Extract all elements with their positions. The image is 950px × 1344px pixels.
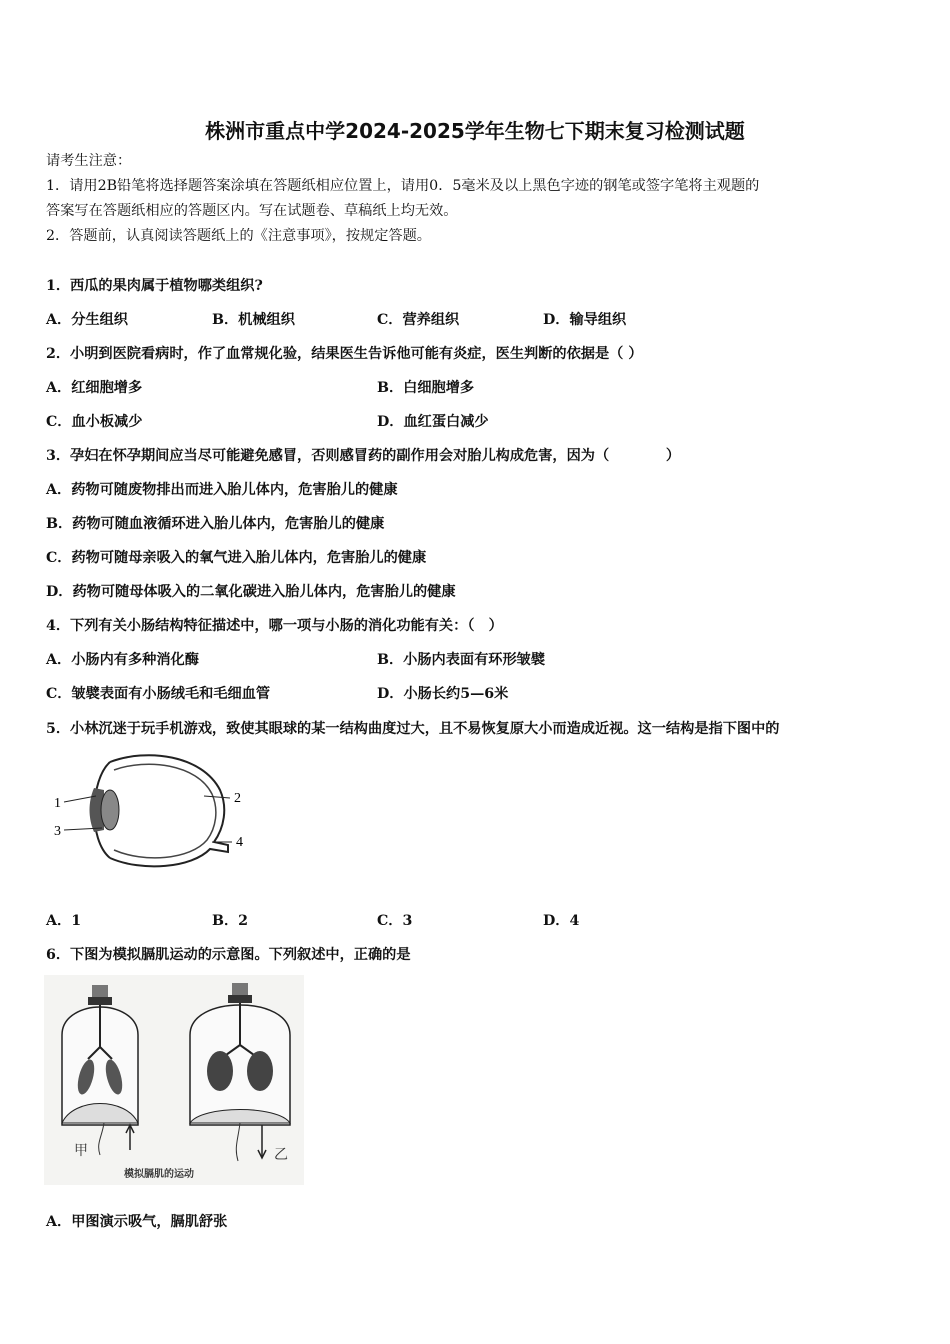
question-4-stem: 4．下列有关小肠结构特征描述中，哪一项与小肠的消化功能有关：（ ） [46,618,503,634]
diaphragm-model-diagram [44,975,304,1185]
q4-option-a: A．小肠内有多种消化酶 [46,652,199,668]
q5-option-d: D．4 [543,913,580,929]
q3-option-a: A．药物可随废物排出而进入胎儿体内，危害胎儿的健康 [46,482,398,498]
eye-label-4: 4 [236,835,243,850]
question-5-stem: 5．小林沉迷于玩手机游戏，致使其眼球的某一结构曲度过大，且不易恢复原大小而造成近视。这一结构是指下图中的 [46,721,780,737]
notice-heading: 请考生注意： [46,153,132,169]
diagram-caption: 模拟膈肌的运动 [124,1169,194,1180]
q1-option-d: D．输导组织 [543,312,627,328]
page-title: 株洲市重点中学2024-2025学年生物七下期末复习检测试题 [205,119,745,143]
q2-option-c: C．血小板减少 [46,414,143,430]
q5-option-b: B．2 [212,913,249,929]
q2-option-d: D．血红蛋白减少 [377,414,489,430]
q2-option-a: A．红细胞增多 [46,380,143,396]
eye-label-1: 1 [54,796,61,811]
question-2-stem: 2．小明到医院看病时，作了血常规化验，结果医生告诉他可能有炎症，医生判断的依据是（ ） [46,346,643,362]
notice-line-1: 1．请用2B铅笔将选择题答案涂填在答题纸相应位置上，请用0．5毫米及以上黑色字迹的钢笔或签字笔将主观题的 [46,178,760,194]
q1-option-c: C．营养组织 [377,312,460,328]
q3-option-c: C．药物可随母亲吸入的氧气进入胎儿体内，危害胎儿的健康 [46,550,427,566]
eye-label-3: 3 [54,824,61,839]
q4-option-b: B．小肠内表面有环形皱襞 [377,652,546,668]
q3-option-b: B．药物可随血液循环进入胎儿体内，危害胎儿的健康 [46,516,385,532]
diagram-label-yi: 乙 [274,1148,288,1163]
q5-option-a: A．1 [46,913,82,929]
q2-option-b: B．白细胞增多 [377,380,475,396]
q1-option-b: B．机械组织 [212,312,295,328]
notice-line-1b: 答案写在答题纸相应的答题区内。写在试题卷、草稿纸上均无效。 [46,203,458,219]
question-3-stem: 3．孕妇在怀孕期间应当尽可能避免感冒，否则感冒药的副作用会对胎儿构成危害，因为（ ） [46,448,681,464]
q3-option-d: D．药物可随母体吸入的二氧化碳进入胎儿体内，危害胎儿的健康 [46,584,456,600]
q6-option-a: A．甲图演示吸气，膈肌舒张 [46,1214,228,1230]
q4-option-d: D．小肠长约5—6米 [377,686,509,702]
q1-option-a: A．分生组织 [46,312,128,328]
question-6-stem: 6．下图为模拟膈肌运动的示意图。下列叙述中，正确的是 [46,947,411,963]
eye-label-2: 2 [234,791,241,806]
diagram-label-jia: 甲 [74,1144,88,1159]
q5-option-c: C．3 [377,913,413,929]
notice-line-2: 2．答题前，认真阅读答题纸上的《注意事项》，按规定答题。 [46,228,431,244]
eyeball-diagram [52,750,262,875]
question-1-stem: 1．西瓜的果肉属于植物哪类组织? [46,278,263,294]
q4-option-c: C．皱襞表面有小肠绒毛和毛细血管 [46,686,271,702]
